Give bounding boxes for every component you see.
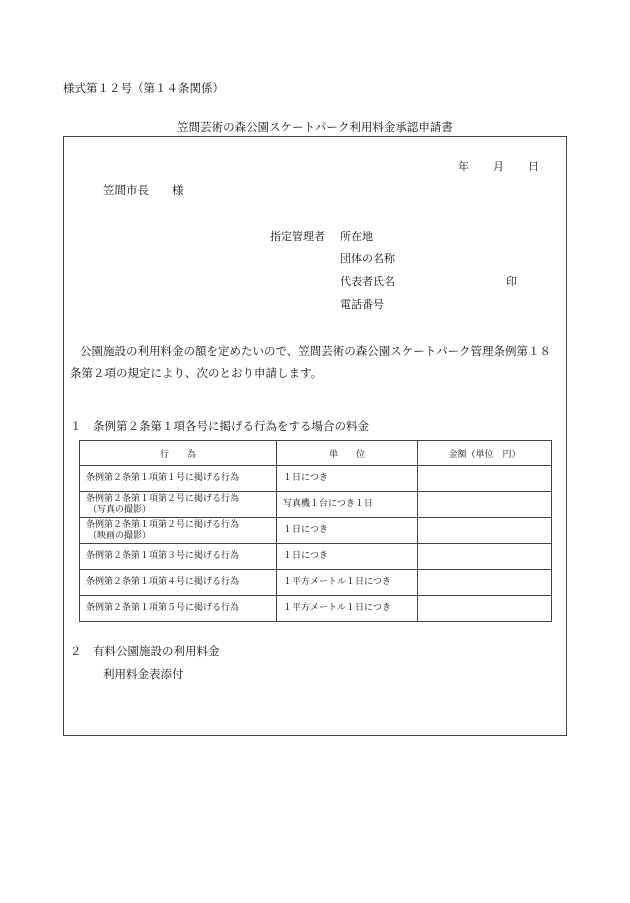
applicant-representative-label: 代表者氏名 xyxy=(340,275,395,288)
amount-cell[interactable] xyxy=(418,544,552,570)
date-year: 年 xyxy=(458,160,469,173)
act-cell xyxy=(80,466,277,492)
body-line-2: 条第２項の規定により、次のとおり申請します。 xyxy=(70,366,323,380)
header-amount: 金額（単位 円） xyxy=(418,441,552,466)
section-2-content: 利用料金表添付 xyxy=(103,667,184,681)
act-cell xyxy=(80,596,277,622)
table-row xyxy=(80,596,552,622)
act-text: 条例第２条第１項第２号に掲げる行為 xyxy=(86,519,240,530)
applicant-org-label: 団体の名称 xyxy=(340,252,395,265)
table-row xyxy=(80,544,552,570)
act-text: 条例第２条第１項第１号に掲げる行為 xyxy=(86,473,240,483)
amount-cell[interactable] xyxy=(418,596,552,622)
table-row xyxy=(80,492,552,518)
amount-cell[interactable] xyxy=(418,492,552,518)
document-title: 笠間芸術の森公園スケートパーク利用料金承認申請書 xyxy=(177,120,453,134)
act-text: 条例第２条第１項第３号に掲げる行為 xyxy=(86,551,240,561)
act-cell xyxy=(80,492,277,518)
unit-cell: １日につき xyxy=(277,518,418,544)
date-day: 日 xyxy=(528,160,539,173)
addressee: 笠間市長 様 xyxy=(103,183,184,197)
body-line-1: 公園施設の利用料金の額を定めたいので、笠間芸術の森公園スケートパーク管理条例第１８ xyxy=(80,344,552,358)
applicant-role: 指定管理者 xyxy=(270,230,325,243)
act-note: （写真の撮影） xyxy=(88,504,152,515)
act-text: 条例第２条第１項第４号に掲げる行為 xyxy=(86,577,240,587)
header-unit: 単 位 xyxy=(277,441,418,466)
unit-cell: １日につき xyxy=(277,544,418,570)
act-cell xyxy=(80,570,277,596)
table-row xyxy=(80,570,552,596)
act-cell xyxy=(80,544,277,570)
unit-cell: １平方メートル１日につき xyxy=(277,570,418,596)
applicant-phone-label: 電話番号 xyxy=(340,298,384,311)
table-header-row xyxy=(80,441,552,466)
act-note: （映画の撮影） xyxy=(88,530,152,541)
unit-cell: １平方メートル１日につき xyxy=(277,596,418,622)
section-1-title: １ 条例第２条第１項各号に掲げる行為をする場合の料金 xyxy=(70,419,369,433)
amount-cell[interactable] xyxy=(418,570,552,596)
amount-cell[interactable] xyxy=(418,518,552,544)
date-month: 月 xyxy=(493,160,504,173)
unit-cell: 写真機１台につき１日 xyxy=(277,492,418,518)
applicant-address-label: 所在地 xyxy=(340,230,373,243)
unit-cell: １日につき xyxy=(277,466,418,492)
table-row xyxy=(80,518,552,544)
table-row xyxy=(80,466,552,492)
act-text: 条例第２条第１項第２号に掲げる行為 xyxy=(86,493,240,504)
section-2-title: ２ 有料公園施設の利用料金 xyxy=(70,644,220,658)
seal-mark: 印 xyxy=(506,275,517,288)
amount-cell[interactable] xyxy=(418,466,552,492)
form-number: 様式第１２号（第１４条関係） xyxy=(63,81,224,95)
header-act: 行 為 xyxy=(80,441,277,466)
fee-table xyxy=(79,440,552,622)
act-cell xyxy=(80,518,277,544)
act-text: 条例第２条第１項第５号に掲げる行為 xyxy=(86,603,240,613)
